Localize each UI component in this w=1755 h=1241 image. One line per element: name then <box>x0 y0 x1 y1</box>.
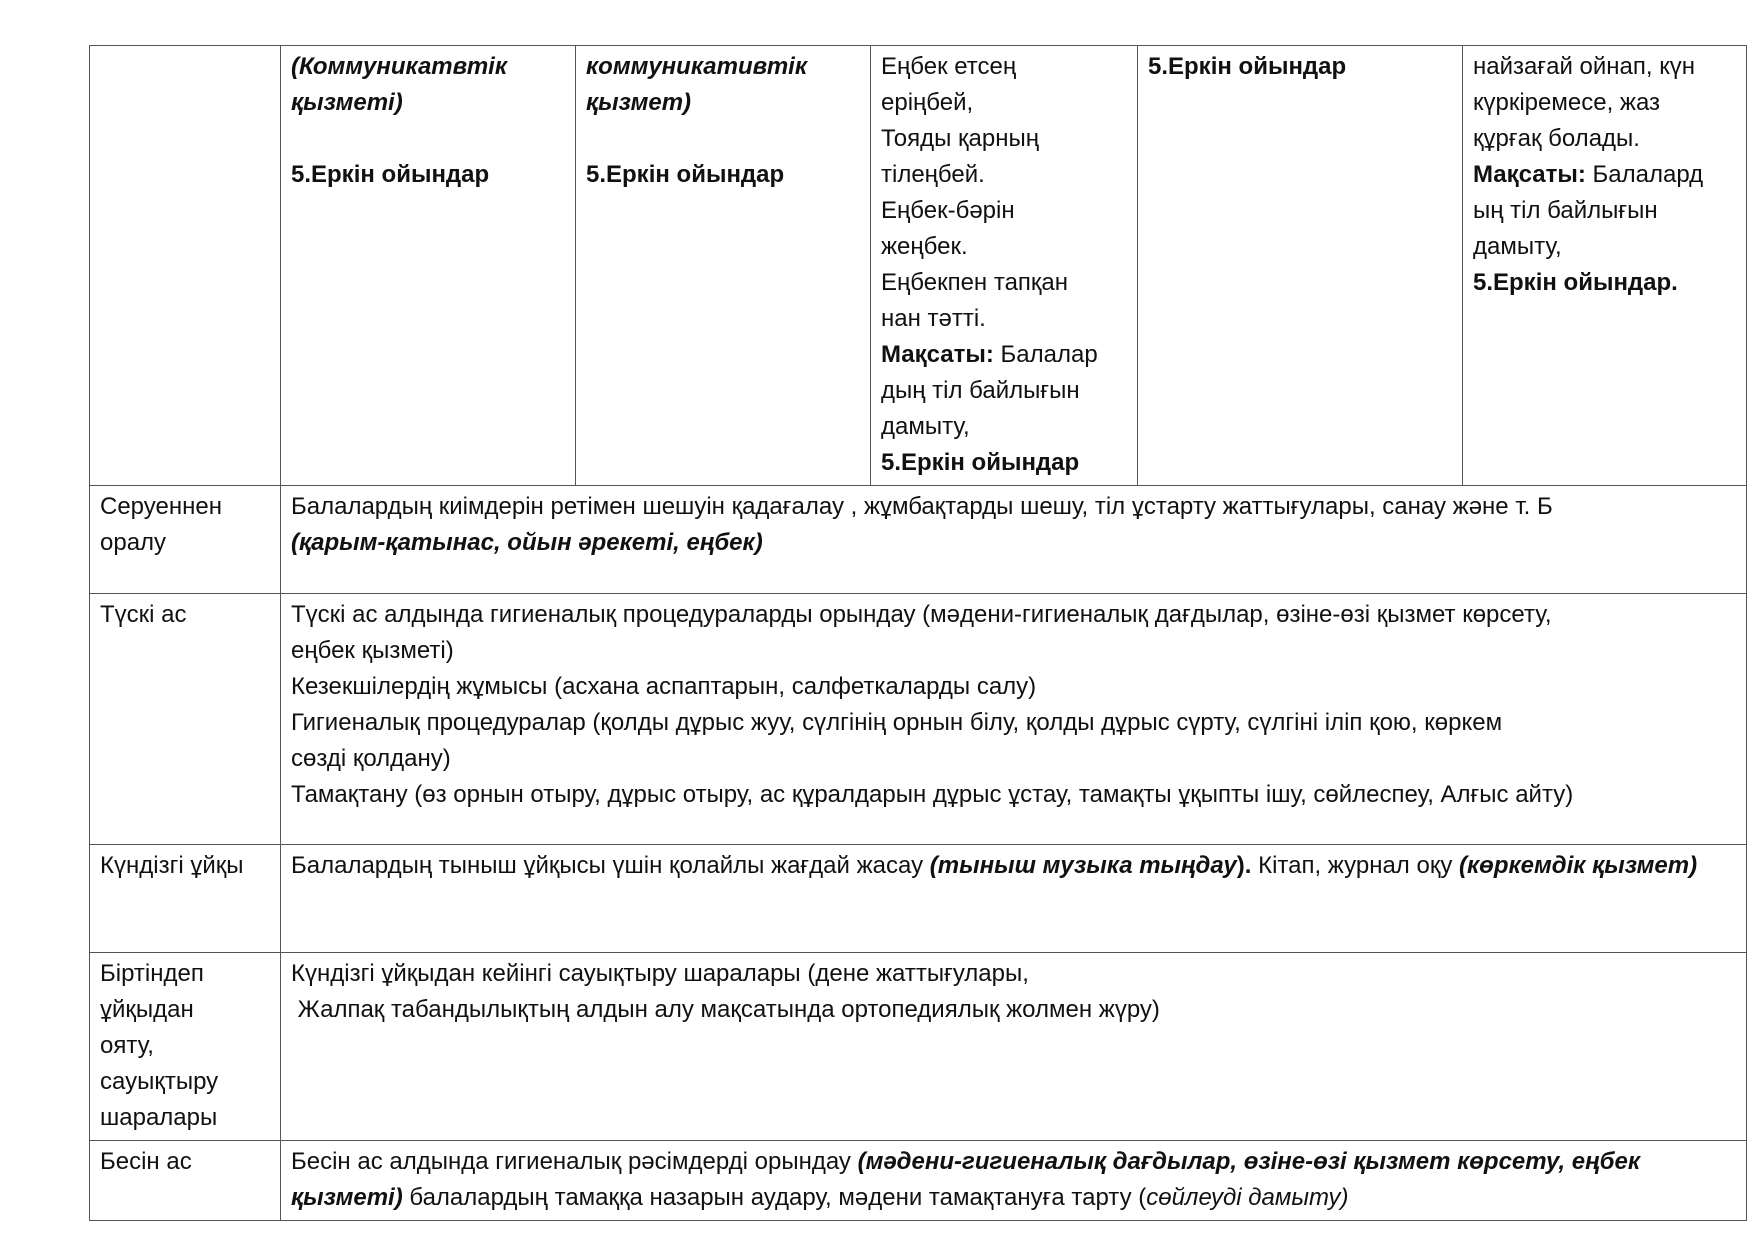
table-row <box>90 486 1747 594</box>
activity-type: (қарым-қатынас, ойын әрекеті, еңбек) <box>291 529 763 556</box>
goal-label: Мақсаты: <box>881 341 994 368</box>
goal-line: дың тіл байлығын <box>881 377 1080 404</box>
row-content-wake <box>281 953 1747 1141</box>
row-label-afternoon-snack: Бесін ас <box>90 1141 281 1221</box>
proverb-line: Еңбекпен тапқан <box>881 269 1069 296</box>
goal-label: Мақсаты: <box>1473 161 1586 188</box>
goal-line <box>881 337 1127 373</box>
proverb-line: тілеңбей. <box>881 161 985 188</box>
table-row <box>90 953 1747 1141</box>
content-line: Тамақтану (өз орнын отыру, дұрыс отыру, ас құралдарын дұрыс ұстау, тамақты ұқыпты ішу, сөйлеспеу, Алғыс айту) <box>291 781 1574 808</box>
proverb-line: Еңбек етсең <box>881 53 1017 80</box>
table-row <box>90 46 1747 486</box>
cell-activity-4 <box>871 46 1138 486</box>
activity-note: коммуникативтік қызмет) <box>586 53 807 116</box>
text-line: күркіремесе, жаз <box>1473 89 1661 116</box>
goal-text: Балалард <box>1585 161 1704 188</box>
row-content-return-walk <box>281 486 1747 594</box>
activity-note: (Коммуникатвтік қызметі) <box>291 53 507 116</box>
proverb-line: жеңбек. <box>881 233 968 260</box>
content-text: Балалардың тыныш ұйқысы үшін қолайлы жағдай жасау <box>291 852 930 879</box>
row-label-nap: Күндізгі ұйқы <box>90 845 281 953</box>
content-text: балалардың тамаққа назарын аудару, мәдени тамақтануға тарту ( <box>402 1184 1147 1211</box>
table-row <box>90 845 1747 953</box>
content-line: Күндізгі ұйқыдан кейінгі сауықтыру шаралары (дене жаттығулары, <box>291 960 1029 987</box>
activity-type: (мәдени-гигиеналық дағдылар, өзіне-өзі қызмет көрсету, еңбек қызметі) <box>291 1148 1640 1211</box>
text-line: құрғақ болады. <box>1473 125 1640 152</box>
row-content-nap: Балалардың тыныш ұйқысы үшін қолайлы жағдай жасау (тыныш музыка тыңдау). Кітап, журнал оқу (көркемдік қызмет) <box>281 845 1747 953</box>
row-label-lunch: Түскі ас <box>90 594 281 845</box>
table-row <box>90 594 1747 845</box>
goal-line: ың тіл байлығын <box>1473 197 1658 224</box>
cell-activity-6 <box>1463 46 1747 486</box>
activity-type: сөйлеуді дамыту) <box>1146 1184 1349 1211</box>
content-line: еңбек қызметі) <box>291 637 454 664</box>
proverb-line: Тояды қарның <box>881 125 1040 152</box>
row-label-empty <box>90 46 281 486</box>
row-content-afternoon-snack <box>281 1141 1747 1221</box>
content-line: Жалпақ табандылықтың алдын алу мақсатында ортопедиялық жолмен жүру) <box>291 996 1160 1023</box>
goal-line: дамыту, <box>881 413 970 440</box>
content-line: Кезекшілердің жұмысы (асхана аспаптарын, салфеткаларды салу) <box>291 673 1037 700</box>
proverb-line: еріңбей, <box>881 89 974 116</box>
free-games-label: 5.Еркін ойындар. <box>1473 269 1678 296</box>
proverb-line: нан тәтті. <box>881 305 986 332</box>
row-label-wake: Біртіндеп ұйқыдан ояту, сауықтыру шаралары <box>90 953 281 1141</box>
goal-line <box>1473 157 1736 193</box>
free-games-label: 5.Еркін ойындар <box>291 161 490 188</box>
free-games-label: 5.Еркін ойындар <box>586 161 785 188</box>
activity-type: (тыныш музыка тыңдау <box>929 852 1237 879</box>
content-text: Бесін ас алдында гигиеналық рәсімдерді орындау <box>291 1148 858 1175</box>
text-line: найзағай ойнап, күн <box>1473 53 1695 80</box>
table-row <box>90 1141 1747 1221</box>
free-games-label: 5.Еркін ойындар <box>1148 53 1347 80</box>
goal-line: дамыту, <box>1473 233 1562 260</box>
goal-text: Балалар <box>993 341 1098 368</box>
content-line: Гигиеналық процедуралар (қолды дұрыс жуу, сүлгінің орнын білу, қолды дұрыс сүрту, сүлгіні іліп қою, көркем <box>291 709 1503 736</box>
content-line: Түскі ас алдында гигиеналық процедураларды орындау (мәдени-гигиеналық дағдылар, өзіне-өзі қызмет көрсету, <box>291 601 1552 628</box>
cell-activity-2 <box>281 46 576 486</box>
row-content-lunch <box>281 594 1747 845</box>
row-label-return-walk: Серуеннен оралу <box>90 486 281 594</box>
daily-plan-table <box>89 45 1747 1221</box>
cell-activity-5 <box>1138 46 1463 486</box>
content-text: Кітап, журнал оқу <box>1251 852 1459 879</box>
proverb-line: Еңбек-бәрін <box>881 197 1015 224</box>
content-line: сөзді қолдану) <box>291 745 451 772</box>
free-games-label: 5.Еркін ойындар <box>881 449 1080 476</box>
activity-type: (көркемдік қызмет) <box>1459 852 1698 879</box>
content-text: Балалардың киімдерін ретімен шешуін қадағалау , жұмбақтарды шешу, тіл ұстарту жаттығулары, санау және т. Б <box>291 493 1553 520</box>
cell-activity-3 <box>576 46 871 486</box>
